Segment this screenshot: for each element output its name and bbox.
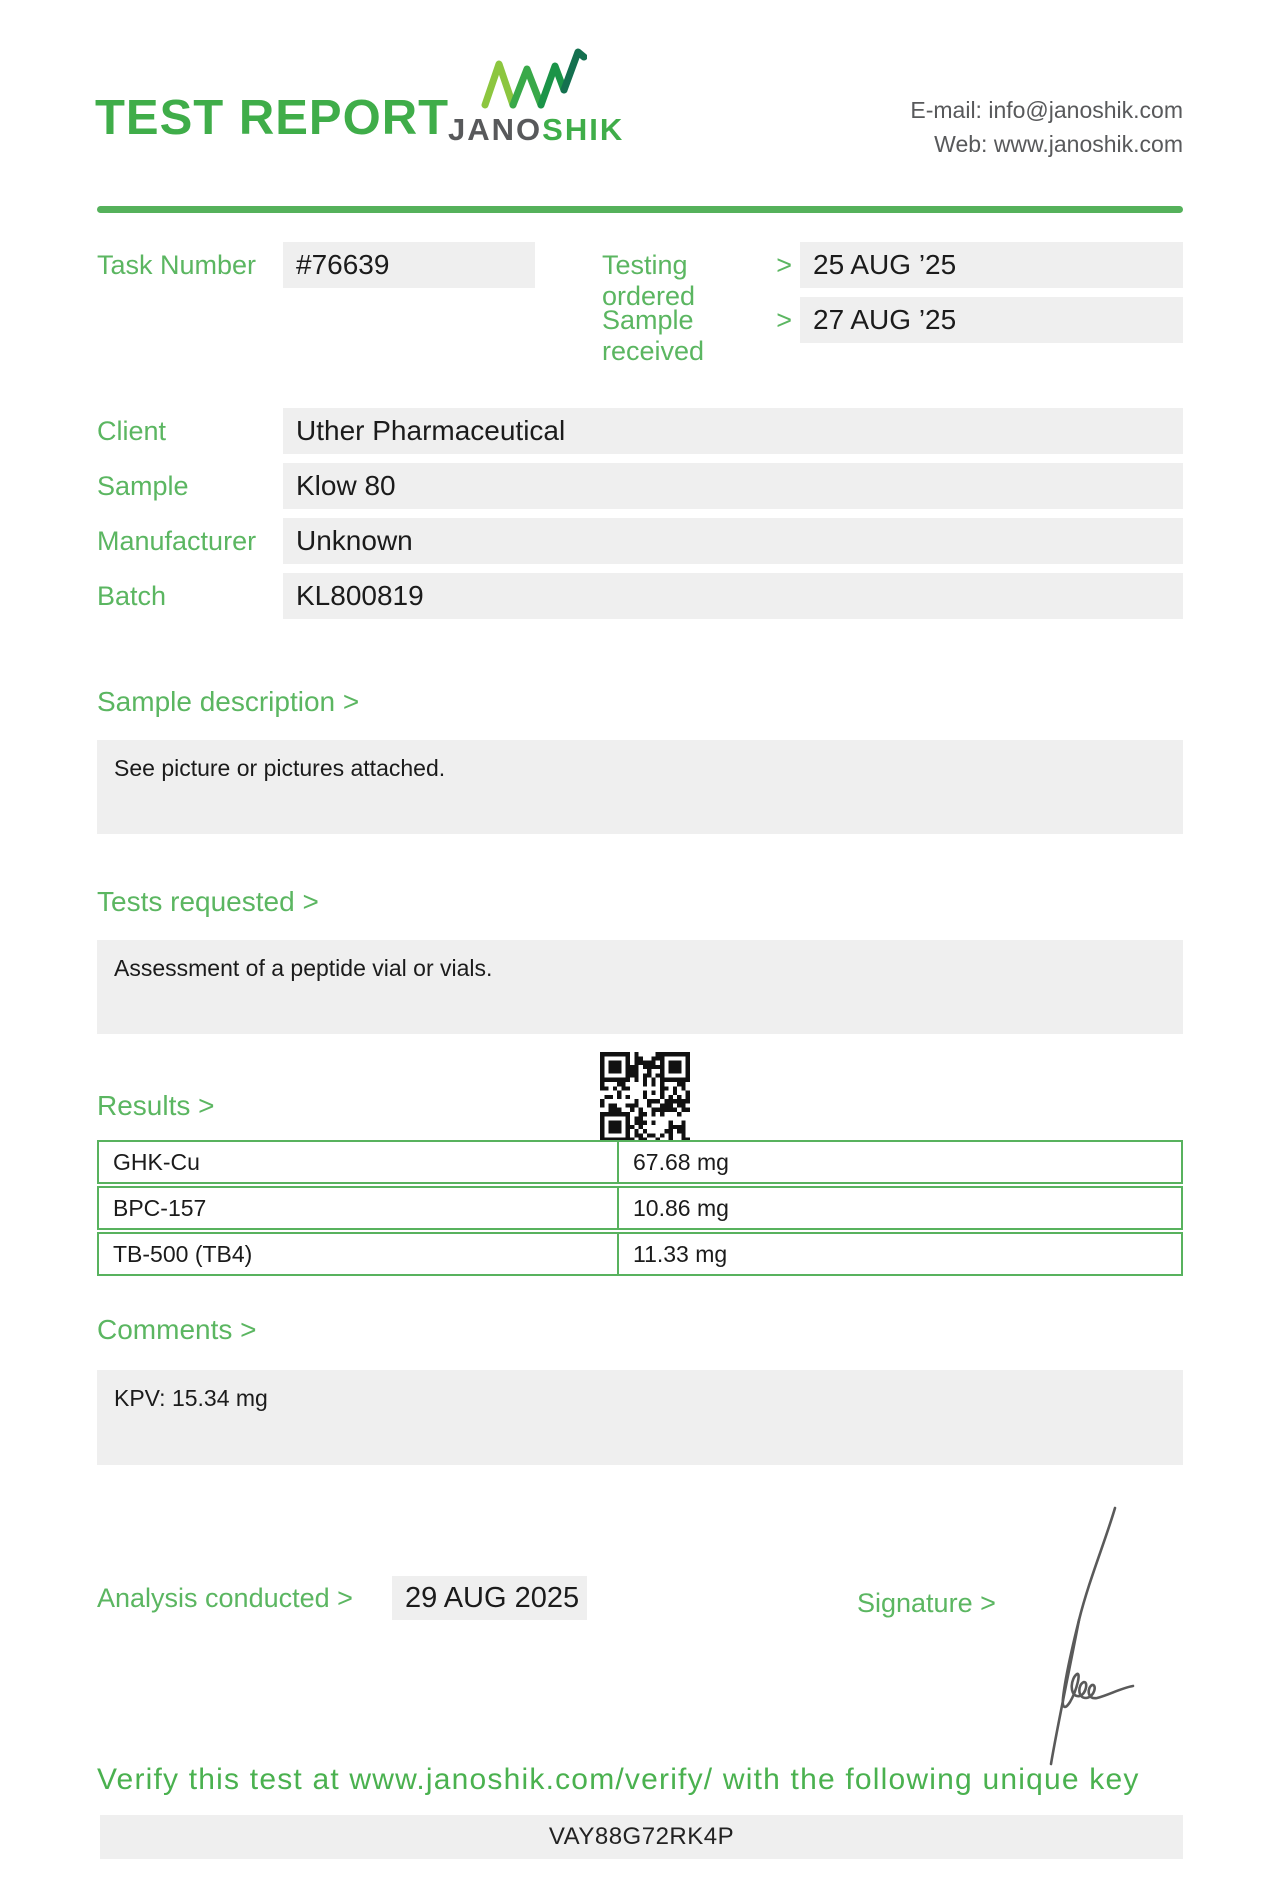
verify-instruction: Verify this test at www.janoshik.com/verify/ with the following unique key xyxy=(97,1763,1140,1796)
analysis-conducted-label: Analysis conducted > xyxy=(97,1583,353,1613)
qr-code xyxy=(600,1052,690,1142)
bar-chart-logo-icon xyxy=(475,48,587,110)
testing-ordered-text: Testing ordered xyxy=(602,250,696,311)
batch-label: Batch xyxy=(97,580,167,611)
contact-web: Web: www.janoshik.com xyxy=(934,131,1183,157)
unique-key-value: VAY88G72RK4P xyxy=(100,1815,1183,1859)
table-row xyxy=(97,1186,1183,1230)
results-table xyxy=(97,1140,1183,1278)
manufacturer-value: Unknown xyxy=(283,518,1183,564)
arrow-glyph: > xyxy=(776,305,792,335)
sample-received-label xyxy=(602,305,792,367)
comments-body: KPV: 15.34 mg xyxy=(114,1385,268,1411)
result-name: TB-500 (TB4) xyxy=(99,1234,619,1274)
analysis-conducted-value: 29 AUG 2025 xyxy=(392,1576,587,1620)
logo-wordmark xyxy=(448,112,625,148)
sample-description-body: See picture or pictures attached. xyxy=(114,755,446,781)
result-value: 11.33 mg xyxy=(633,1240,728,1267)
signature-handwriting xyxy=(1015,1500,1150,1775)
task-number-label: Task Number xyxy=(97,250,257,280)
batch-value: KL800819 xyxy=(283,573,1183,619)
result-name: BPC-157 xyxy=(99,1188,619,1228)
results-heading: Results > xyxy=(97,1090,215,1121)
result-value: 10.86 mg xyxy=(633,1194,729,1221)
contact-info xyxy=(910,93,1183,161)
janoshik-logo xyxy=(448,48,625,148)
arrow-glyph: > xyxy=(776,250,792,280)
task-number-value: #76639 xyxy=(283,242,535,288)
header-divider xyxy=(97,206,1183,213)
sample-label: Sample xyxy=(97,470,189,501)
sample-received-value: 27 AUG ’25 xyxy=(800,297,1183,343)
logo-jano: JANO xyxy=(448,112,543,147)
contact-email: E-mail: info@janoshik.com xyxy=(910,97,1183,123)
page-title: TEST REPORT xyxy=(95,91,450,145)
signature-label: Signature > xyxy=(857,1588,996,1618)
sample-received-text: Sample received xyxy=(602,305,705,366)
result-value: 67.68 mg xyxy=(633,1148,729,1175)
testing-ordered-value: 25 AUG ’25 xyxy=(800,242,1183,288)
client-value: Uther Pharmaceutical xyxy=(283,408,1183,454)
tests-requested-panel xyxy=(97,940,1183,1034)
testing-ordered-label xyxy=(602,250,792,312)
manufacturer-label: Manufacturer xyxy=(97,525,257,556)
comments-heading: Comments > xyxy=(97,1314,257,1345)
logo-shik: SHIK xyxy=(542,112,625,147)
sample-description-heading: Sample description > xyxy=(97,686,360,717)
result-name: GHK-Cu xyxy=(99,1142,619,1182)
table-row xyxy=(97,1232,1183,1276)
tests-requested-heading: Tests requested > xyxy=(97,886,319,917)
sample-description-panel xyxy=(97,740,1183,834)
client-label: Client xyxy=(97,415,167,446)
table-row xyxy=(97,1140,1183,1184)
sample-value: Klow 80 xyxy=(283,463,1183,509)
comments-panel xyxy=(97,1370,1183,1465)
tests-requested-body: Assessment of a peptide vial or vials. xyxy=(114,955,493,981)
